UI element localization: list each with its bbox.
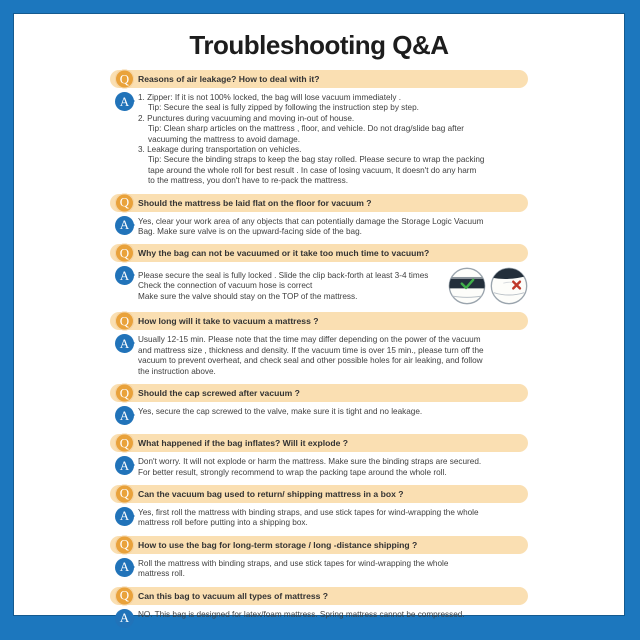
answer-lines	[138, 610, 528, 620]
answer-line: and mattress size , thickness and density. If the vacuum time is over 15 min., please turn off the	[138, 345, 484, 355]
question-pill	[110, 244, 528, 262]
answer-badge-icon: A	[115, 406, 134, 425]
answer-badge-icon: A	[115, 609, 134, 628]
question-text: Can this bag to vacuum all types of mattress ?	[138, 590, 329, 601]
answer-badge-icon: A	[115, 456, 134, 475]
answer-body	[138, 559, 528, 580]
answer-lines	[138, 559, 528, 580]
answer-lines	[138, 457, 528, 478]
question-pill	[110, 434, 528, 452]
answer-row	[110, 93, 528, 187]
answer-body	[138, 335, 528, 377]
question-badge-icon: Q	[115, 586, 134, 605]
answer-line: Tip: Secure the binding straps to keep the bag stay rolled. Please secure to wrap the packing	[148, 155, 485, 165]
answer-body	[138, 407, 528, 417]
answer-line: Tip: Secure the seal is fully zipped by following the instruction step by step.	[148, 103, 419, 113]
qa-item	[110, 536, 528, 580]
seal-comparison-images	[448, 267, 528, 305]
answer-badge-icon: A	[115, 334, 134, 353]
answer-line: to the mattress, you don't have to re-pack the mattress.	[148, 176, 348, 186]
question-text: How long will it take to vacuum a mattress ?	[138, 316, 319, 327]
qa-item	[110, 587, 528, 630]
seal-wrong-image	[490, 267, 528, 305]
answer-line: Yes, secure the cap screwed to the valve, make sure it is tight and no leakage.	[138, 407, 423, 417]
question-badge-icon: Q	[115, 193, 134, 212]
answer-row	[110, 217, 528, 238]
question-text: How to use the bag for long-term storage / long -distance shipping ?	[138, 539, 418, 550]
question-row	[110, 485, 528, 503]
answer-lines	[138, 217, 528, 238]
answer-lines	[138, 271, 444, 302]
question-row	[110, 434, 528, 452]
answer-badge-icon: A	[115, 216, 134, 235]
answer-body	[138, 217, 528, 238]
question-row	[110, 194, 528, 212]
answer-lines	[138, 335, 528, 377]
answer-line: 1. Zipper: If it is not 100% locked, the bag will lose vacuum immediately .	[138, 93, 402, 102]
question-pill	[110, 194, 528, 212]
question-text: Should the mattress be laid flat on the floor for vacuum ?	[138, 197, 372, 208]
answer-line: NO. This bag is designed for latex/foam mattress. Spring mattress cannot be compressed.	[138, 609, 465, 619]
question-badge-icon: Q	[115, 384, 134, 403]
question-badge-icon: Q	[115, 312, 134, 331]
answer-row	[110, 610, 528, 630]
qa-item	[110, 194, 528, 238]
question-pill	[110, 587, 528, 605]
answer-body	[138, 267, 528, 305]
answer-line: Please secure the seal is fully locked . Slide the clip back-forth at least 3-4 times	[138, 270, 429, 280]
answer-line: Usually 12-15 min. Please note that the time may differ depending on the power of the vacuum	[138, 335, 481, 345]
question-badge-icon: Q	[115, 484, 134, 503]
question-badge-icon: Q	[115, 434, 134, 453]
answer-line: For better result, strongly recommend to wrap the packing tape around the whole roll.	[138, 467, 447, 477]
answer-line: Yes, first roll the mattress with binding straps, and use stick tapes for wind-wrapping the whole	[138, 507, 479, 517]
question-row	[110, 312, 528, 330]
answer-lines	[138, 93, 528, 187]
answer-body	[138, 457, 528, 478]
qa-list	[110, 70, 528, 630]
question-row	[110, 244, 528, 262]
question-badge-icon: Q	[115, 70, 134, 89]
question-text: Why the bag can not be vacuumed or it take too much time to vacuum?	[138, 248, 430, 259]
answer-row	[110, 267, 528, 305]
answer-body	[138, 508, 528, 529]
question-pill	[110, 536, 528, 554]
answer-line: vacuuming the mattress to avoid damage.	[148, 134, 301, 144]
question-text: Should the cap screwed after vacuum ?	[138, 388, 300, 399]
answer-row	[110, 508, 528, 529]
answer-badge-icon: A	[115, 507, 134, 526]
answer-line: Tip: Clean sharp articles on the mattress , floor, and vehicle. Do not drag/slide bag after	[148, 124, 464, 134]
answer-row	[110, 457, 528, 478]
answer-lines	[138, 407, 528, 417]
answer-line: Make sure the valve should stay on the TOP of the mattress.	[138, 291, 358, 301]
answer-line: tape around the whole roll for best result . In case of losing vacuum, It doesn't do any harm	[148, 165, 477, 175]
qa-item	[110, 70, 528, 187]
answer-badge-icon: A	[115, 266, 134, 285]
answer-body	[138, 93, 528, 187]
answer-row	[110, 335, 528, 377]
seal-correct-image	[448, 267, 486, 305]
question-text: What happened if the bag inflates? Will it explode ?	[138, 438, 349, 449]
question-text: Can the vacuum bag used to return/ shipping mattress in a box ?	[138, 488, 404, 499]
answer-body	[138, 610, 528, 620]
answer-badge-icon: A	[115, 558, 134, 577]
answer-lines	[138, 508, 528, 529]
answer-line: the instruction above.	[138, 366, 216, 376]
answer-line: Roll the mattress with binding straps, and use stick tapes for wind-wrapping the whole	[138, 558, 449, 568]
question-badge-icon: Q	[115, 244, 134, 263]
answer-line: mattress roll.	[138, 569, 185, 579]
answer-line: 3. Leakage during transportation on vehicles.	[138, 145, 302, 155]
question-row	[110, 384, 528, 402]
question-row	[110, 587, 528, 605]
qa-item	[110, 485, 528, 529]
answer-row	[110, 559, 528, 580]
answer-line: Yes, clear your work area of any objects that can potentially damage the Storage Logic Vacuum	[138, 216, 484, 226]
answer-line: 2. Punctures during vacuuming and moving in-out of house.	[138, 113, 355, 123]
answer-line: Check the connection of vacuum hose is correct	[138, 281, 313, 291]
qa-item	[110, 244, 528, 305]
question-badge-icon: Q	[115, 535, 134, 554]
qa-item	[110, 312, 528, 377]
question-text: Reasons of air leakage? How to deal with it?	[138, 74, 320, 84]
answer-line: vacuum to prevent overheat, and check seal and other possible holes for air leaking, and follow	[138, 356, 483, 366]
qa-item	[110, 434, 528, 478]
answer-line: Don't worry. It will not explode or harm the mattress. Make sure the binding straps are secured.	[138, 457, 482, 467]
answer-row	[110, 407, 528, 427]
question-pill	[110, 70, 528, 88]
document-page	[13, 13, 625, 626]
page-title: Troubleshooting Q&A	[189, 30, 449, 60]
question-row	[110, 70, 528, 88]
question-row	[110, 536, 528, 554]
question-pill	[110, 485, 528, 503]
question-pill	[110, 312, 528, 330]
answer-badge-icon: A	[115, 92, 134, 111]
answer-line: mattress roll before putting into a shipping box.	[138, 518, 308, 528]
answer-line: Bag. Make sure valve is on the upward-facing side of the bag.	[138, 227, 362, 237]
qa-item	[110, 384, 528, 427]
question-pill	[110, 384, 528, 402]
